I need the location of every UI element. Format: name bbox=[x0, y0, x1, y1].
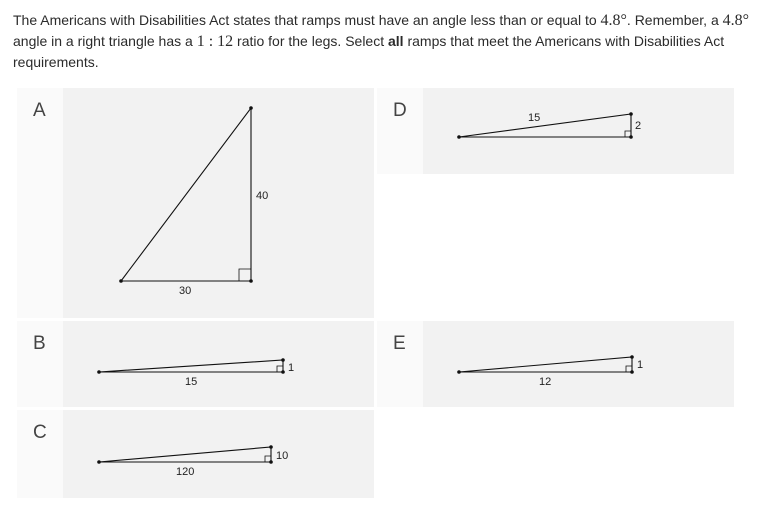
vertex bbox=[249, 279, 253, 283]
triangle-diagram-c bbox=[17, 410, 374, 498]
triangle bbox=[99, 360, 283, 372]
hypotenuse-label: 15 bbox=[528, 112, 541, 124]
option-d[interactable] bbox=[377, 88, 734, 174]
question-part3: angle in a right triangle has a bbox=[13, 33, 197, 49]
horizontal-leg-label: 12 bbox=[539, 376, 552, 388]
triangle bbox=[121, 108, 251, 281]
option-letter: C bbox=[33, 422, 47, 443]
right-angle-marker bbox=[239, 269, 251, 281]
question-part1: The Americans with Disabilities Act states that ramps must have an angle less than or equal to bbox=[13, 12, 601, 28]
angle-value: 4.8° bbox=[600, 12, 627, 29]
option-e[interactable] bbox=[377, 321, 734, 407]
vertical-leg-label: 10 bbox=[276, 450, 289, 462]
vertical-leg-label: 1 bbox=[288, 362, 295, 374]
vertex bbox=[630, 370, 634, 374]
option-letter: B bbox=[33, 333, 46, 354]
triangle-diagram-d bbox=[377, 88, 734, 174]
question-part4: ratio for the legs. Select bbox=[233, 33, 388, 49]
vertical-leg-label: 2 bbox=[635, 120, 642, 132]
option-c[interactable] bbox=[17, 410, 374, 498]
triangle-diagram-a bbox=[17, 88, 374, 318]
triangle bbox=[99, 447, 271, 462]
vertex bbox=[457, 135, 461, 139]
option-letter: A bbox=[33, 100, 46, 121]
option-letter: D bbox=[393, 100, 407, 121]
triangle bbox=[459, 357, 632, 372]
triangle bbox=[459, 114, 631, 137]
question-part2: . Remember, a bbox=[626, 12, 723, 28]
ratio-value: 1 : 12 bbox=[196, 33, 234, 50]
option-b[interactable] bbox=[17, 321, 374, 407]
vertical-leg-label: 1 bbox=[637, 359, 644, 371]
vertex bbox=[281, 358, 285, 362]
vertex bbox=[119, 279, 123, 283]
option-letter: E bbox=[393, 333, 406, 354]
option-a[interactable] bbox=[17, 88, 374, 318]
question-part5: ramps that meet the Americans with Disabilities Act requirements. bbox=[13, 33, 725, 70]
vertex bbox=[457, 370, 461, 374]
vertex bbox=[249, 106, 253, 110]
vertex bbox=[629, 135, 633, 139]
triangle-diagram-e bbox=[377, 321, 734, 407]
vertex bbox=[97, 460, 101, 464]
vertex bbox=[97, 370, 101, 374]
vertex bbox=[269, 445, 273, 449]
question-text bbox=[13, 10, 753, 72]
vertex bbox=[269, 460, 273, 464]
horizontal-leg-label: 30 bbox=[179, 285, 192, 297]
horizontal-leg-label: 15 bbox=[185, 376, 198, 388]
triangle-diagram-b bbox=[17, 321, 374, 407]
vertical-leg-label: 40 bbox=[256, 190, 269, 202]
emphasis-all: all bbox=[388, 33, 404, 49]
vertex bbox=[630, 355, 634, 359]
vertex bbox=[281, 370, 285, 374]
vertex bbox=[629, 112, 633, 116]
angle-value: 4.8° bbox=[722, 12, 750, 29]
horizontal-leg-label: 120 bbox=[176, 466, 195, 478]
